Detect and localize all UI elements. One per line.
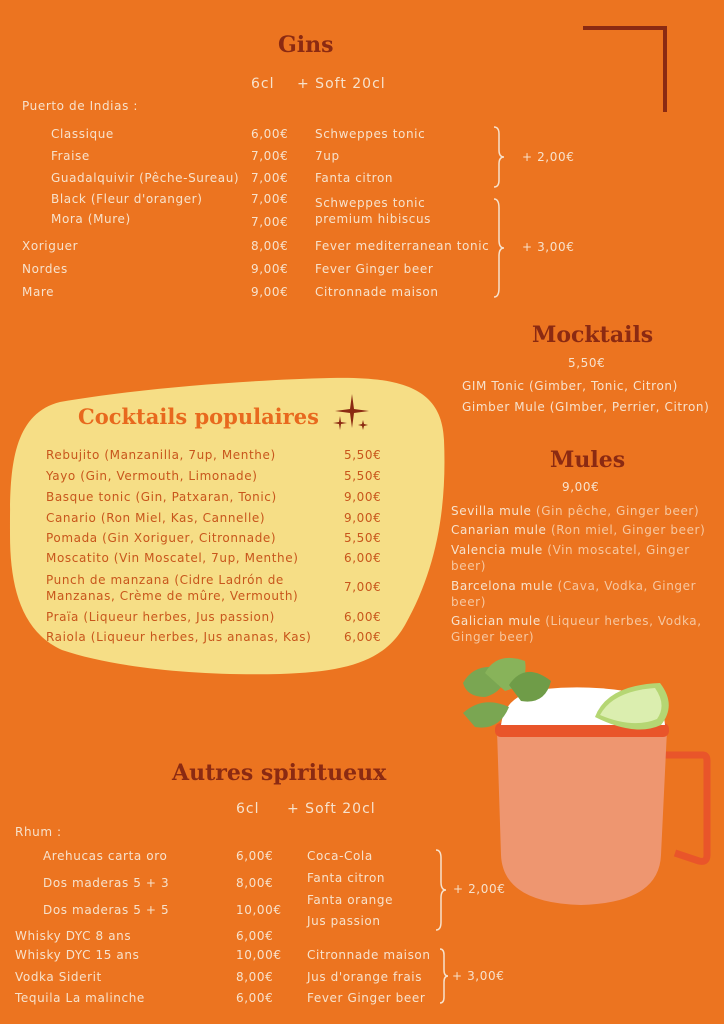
spirit-name: Tequila La malinche — [15, 991, 145, 1005]
gin-name: Classique — [51, 127, 114, 141]
mocktails-title: Mocktails — [532, 322, 654, 348]
mule-desc: (Vin moscatel, Ginger beer) — [451, 543, 690, 573]
gins-title: Gins — [278, 32, 334, 58]
brace-icon — [438, 948, 450, 1004]
brace-icon — [434, 849, 448, 931]
cocktail-price: 6,00€ — [344, 630, 382, 644]
mules-price: 9,00€ — [562, 480, 600, 494]
mocktail-item: Gimber Mule (GImber, Perrier, Citron) — [462, 400, 710, 414]
gin-price: 9,00€ — [251, 262, 289, 276]
gin-name: Fraise — [51, 149, 90, 163]
gin-price: 9,00€ — [251, 285, 289, 299]
spirit-price: 8,00€ — [236, 876, 274, 890]
spirit-name: Dos maderas 5 + 3 — [43, 876, 170, 890]
mule-desc: (Gin pêche, Ginger beer) — [535, 504, 700, 518]
soft-item: Fever Ginger beer — [307, 991, 426, 1005]
cocktail-name: Punch de manzana (Cidre Ladrón de Manzanas, Crème de mûre, Vermouth) — [46, 573, 299, 603]
cocktail-price: 6,00€ — [344, 551, 382, 565]
gin-price: 8,00€ — [251, 239, 289, 253]
corner-decoration — [583, 26, 667, 112]
spirit-price: 6,00€ — [236, 991, 274, 1005]
gins-supplement-b: + 3,00€ — [522, 240, 575, 254]
gin-name: Mora (Mure) — [51, 212, 131, 226]
mule-name: Barcelona mule — [451, 579, 554, 593]
spirits-title: Autres spiritueux — [172, 760, 387, 786]
mules-title: Mules — [550, 447, 626, 473]
cocktail-name: Yayo (Gin, Vermouth, Limonade) — [46, 469, 258, 483]
gin-price: 7,00€ — [251, 171, 289, 185]
mule-item — [451, 503, 717, 519]
soft-item: Coca-Cola — [307, 849, 373, 863]
cocktail-price: 5,50€ — [344, 448, 382, 462]
mule-name: Canarian mule — [451, 523, 547, 537]
gin-price: 7,00€ — [251, 192, 289, 206]
sparkle-icon — [330, 392, 372, 434]
soft-item: Fanta orange — [307, 893, 394, 907]
spirits-col-soft: + Soft 20cl — [287, 801, 376, 817]
mule-name: Galician mule — [451, 614, 541, 628]
spirit-name: Whisky DYC 8 ans — [15, 929, 132, 943]
spirit-name: Vodka Siderit — [15, 970, 102, 984]
gin-name: Nordes — [22, 262, 68, 276]
cocktail-price: 5,50€ — [344, 531, 382, 545]
mule-item — [451, 613, 717, 645]
gins-col-6cl: 6cl — [251, 76, 275, 92]
soft-item: Citronnade maison — [315, 285, 439, 299]
cocktail-name: Praïa (Liqueur herbes, Jus passion) — [46, 610, 275, 624]
brace-icon — [492, 126, 506, 188]
mocktail-item: GIM Tonic (Gimber, Tonic, Citron) — [462, 379, 678, 393]
gin-name: Guadalquivir (Pêche-Sureau) — [51, 171, 240, 185]
gins-col-soft: + Soft 20cl — [297, 76, 386, 92]
mule-desc: (Cava, Vodka, Ginger beer) — [451, 579, 697, 609]
spirit-price: 6,00€ — [236, 849, 274, 863]
spirit-price: 10,00€ — [236, 903, 282, 917]
cocktail-price: 5,50€ — [344, 469, 382, 483]
soft-item: Schweppes tonic premium hibiscus — [315, 196, 432, 226]
soft-item: Fever Ginger beer — [315, 262, 434, 276]
soft-item: Fever mediterranean tonic — [315, 239, 490, 253]
cocktail-name: Moscatito (Vin Moscatel, 7up, Menthe) — [46, 551, 299, 565]
spirit-price: 8,00€ — [236, 970, 274, 984]
soft-item: Fanta citron — [307, 871, 386, 885]
spirit-price: 6,00€ — [236, 929, 274, 943]
cocktail-name: Rebujito (Manzanilla, 7up, Menthe) — [46, 448, 276, 462]
gin-price: 7,00€ — [251, 149, 289, 163]
brace-icon — [492, 198, 506, 298]
cocktail-price: 9,00€ — [344, 490, 382, 504]
spirits-supplement-a: + 2,00€ — [453, 882, 506, 896]
cocktail-price: 9,00€ — [344, 511, 382, 525]
spirit-name: Dos maderas 5 + 5 — [43, 903, 170, 917]
cocktails-title: Cocktails populaires — [78, 404, 319, 429]
mule-item — [451, 542, 717, 574]
spirit-price: 10,00€ — [236, 948, 282, 962]
gin-name: Black (Fleur d'oranger) — [51, 192, 203, 206]
gin-price: 6,00€ — [251, 127, 289, 141]
spirits-col-6cl: 6cl — [236, 801, 260, 817]
gins-group-label: Puerto de Indias : — [22, 99, 138, 113]
soft-item: Jus passion — [307, 914, 381, 928]
mule-desc: (Ron miel, Ginger beer) — [550, 523, 706, 537]
gins-supplement-a: + 2,00€ — [522, 150, 575, 164]
spirit-name: Whisky DYC 15 ans — [15, 948, 140, 962]
mule-item — [451, 578, 717, 610]
cocktail-name: Raiola (Liqueur herbes, Jus ananas, Kas) — [46, 630, 312, 644]
spirits-supplement-b: + 3,00€ — [452, 969, 505, 983]
cocktail-name: Pomada (Gin Xoriguer, Citronnade) — [46, 531, 277, 545]
copper-mug-icon — [455, 655, 720, 915]
cocktail-price: 7,00€ — [344, 580, 382, 594]
mule-name: Sevilla mule — [451, 504, 532, 518]
mule-item — [451, 522, 717, 538]
cocktail-name: Basque tonic (Gin, Patxaran, Tonic) — [46, 490, 277, 504]
soft-item: Schweppes tonic — [315, 127, 426, 141]
soft-item: Fanta citron — [315, 171, 394, 185]
mocktails-price: 5,50€ — [568, 356, 606, 370]
spirit-name: Arehucas carta oro — [43, 849, 168, 863]
soft-item: Citronnade maison — [307, 948, 431, 962]
gin-name: Xoriguer — [22, 239, 79, 253]
mule-desc: (Liqueur herbes, Vodka, Ginger beer) — [451, 614, 702, 644]
soft-item: 7up — [315, 149, 340, 163]
mule-name: Valencia mule — [451, 543, 543, 557]
cocktail-name: Canario (Ron Miel, Kas, Cannelle) — [46, 511, 266, 525]
soft-item: Jus d'orange frais — [307, 970, 423, 984]
gin-name: Mare — [22, 285, 55, 299]
cocktail-price: 6,00€ — [344, 610, 382, 624]
spirits-group-label: Rhum : — [15, 825, 62, 839]
gin-price: 7,00€ — [251, 215, 289, 229]
